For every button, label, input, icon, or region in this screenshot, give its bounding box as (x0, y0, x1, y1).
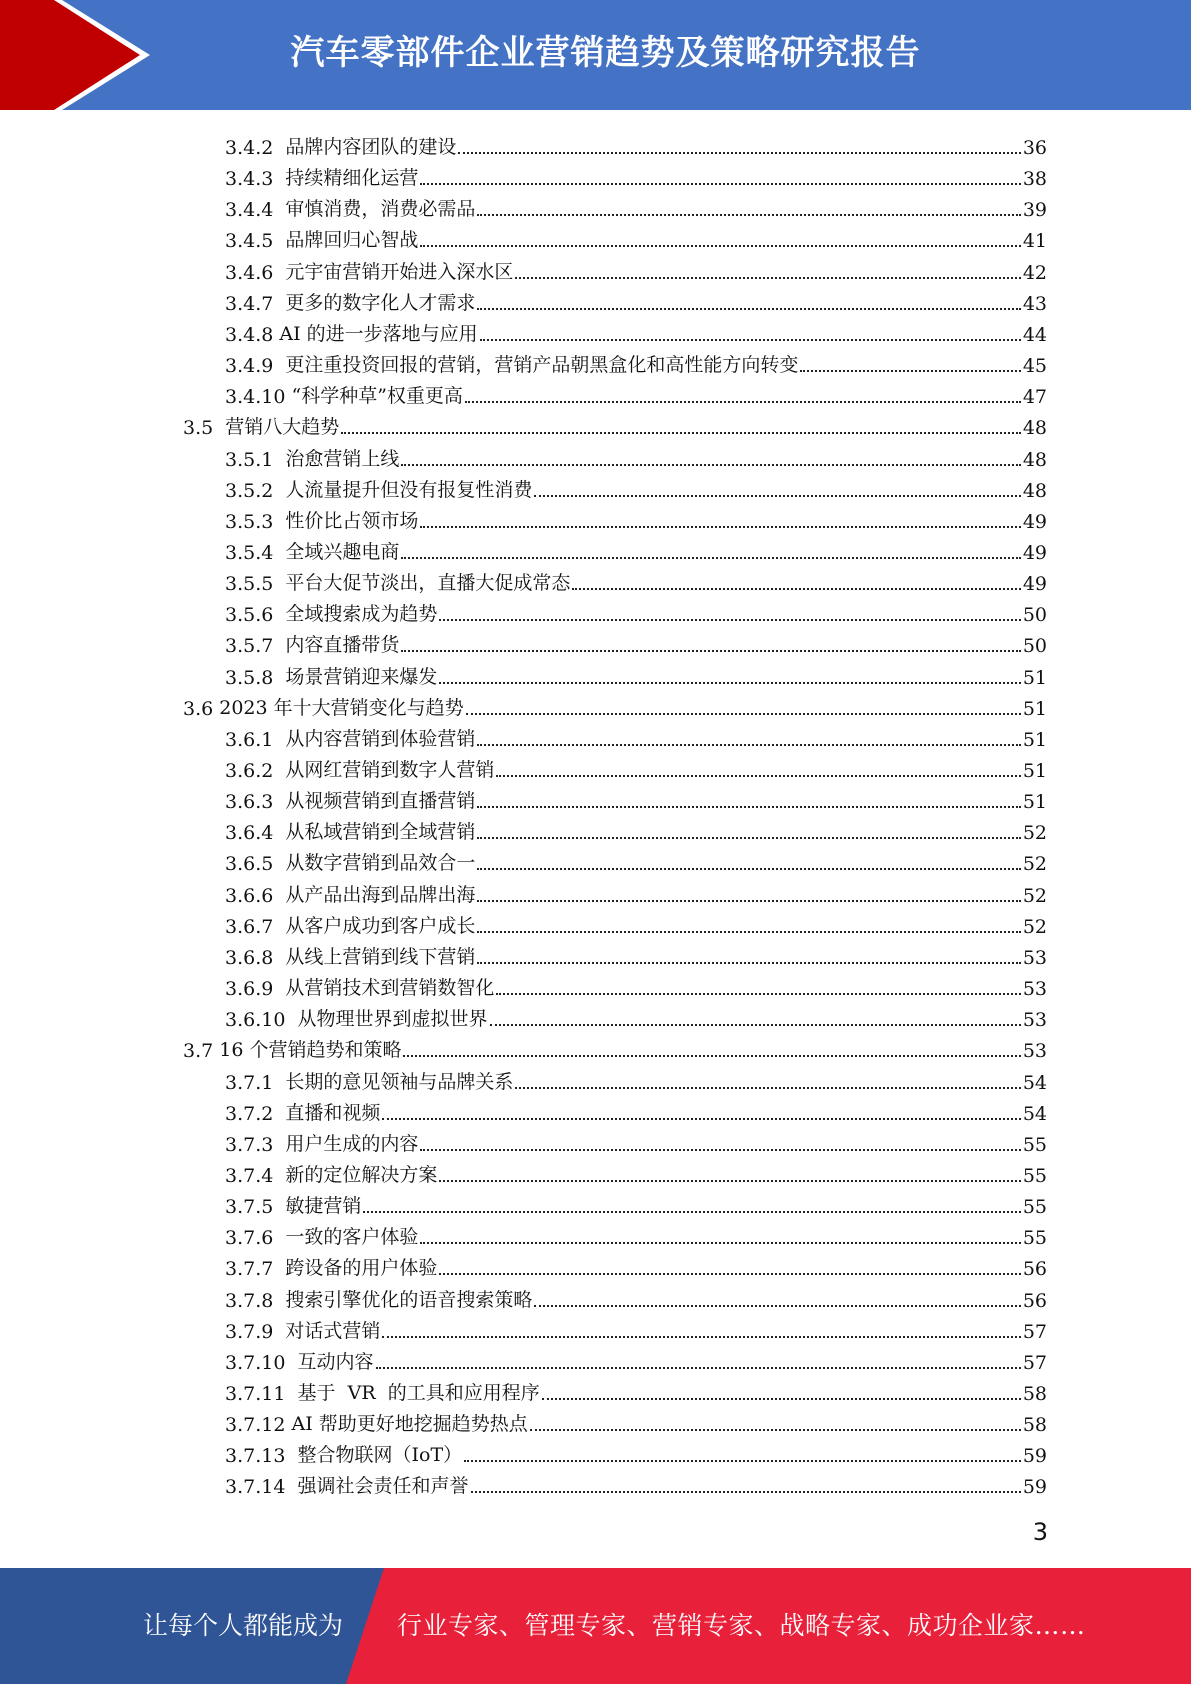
toc-entry[interactable] (225, 533, 1047, 564)
toc-entry[interactable] (225, 1000, 1047, 1031)
toc-entry-label: 全域兴趣电商 (279, 541, 400, 563)
toc-entry-label: 人流量提升但没有报复性消费 (279, 479, 533, 501)
toc-entry-page: 57 (1022, 1352, 1047, 1374)
toc-dot-leader (572, 588, 1020, 590)
toc-dot-leader (477, 308, 1020, 310)
toc-entry[interactable] (225, 658, 1047, 689)
toc-entry-label: 跨设备的用户体验 (279, 1257, 438, 1279)
toc-entry-page: 54 (1022, 1072, 1047, 1094)
toc-entry-page: 50 (1022, 635, 1047, 657)
toc-entry-number: 3.7.3 (225, 1134, 280, 1156)
toc-dot-leader (420, 245, 1020, 247)
toc-dot-leader (534, 1305, 1020, 1307)
toc-entry-page: 53 (1022, 947, 1047, 969)
toc-dot-leader (534, 495, 1020, 497)
toc-entry-label: 持续精细化运营 (279, 167, 419, 189)
toc-entry[interactable] (225, 876, 1047, 907)
toc-dot-leader (496, 993, 1020, 995)
toc-entry-label: 敏捷营销 (279, 1195, 362, 1217)
toc-dot-leader (464, 1460, 1021, 1462)
toc-entry-page: 59 (1022, 1476, 1047, 1498)
toc-entry-label: 从营销技术到营销数智化 (279, 977, 495, 999)
toc-entry-label: AI 帮助更好地挖掘趋势热点 (285, 1413, 528, 1435)
toc-entry-number: 3.6.1 (225, 729, 280, 751)
toc-entry[interactable] (225, 1187, 1047, 1218)
toc-entry-page: 55 (1022, 1165, 1047, 1187)
toc-entry-number: 3.5.2 (225, 480, 280, 502)
toc-dot-leader (401, 557, 1020, 559)
toc-entry[interactable] (183, 1031, 1047, 1062)
toc-entry-number: 3.7.5 (225, 1196, 280, 1218)
report-header (0, 0, 1191, 110)
toc-entry-number: 3.7.12 (225, 1414, 286, 1436)
toc-entry-page: 43 (1022, 293, 1047, 315)
toc-entry-number: 3.5.3 (225, 511, 280, 533)
toc-entry[interactable] (225, 1436, 1047, 1467)
toc-entry[interactable] (225, 377, 1047, 408)
toc-entry-label: 2023 年十大营销变化与趋势 (213, 697, 464, 719)
toc-entry-number: 3.4.8 (225, 324, 274, 346)
toc-entry-number: 3.4.7 (225, 293, 280, 315)
toc-entry-page: 58 (1022, 1414, 1047, 1436)
toc-entry-page: 51 (1022, 760, 1047, 782)
toc-dot-leader (458, 152, 1020, 154)
toc-entry-page: 57 (1022, 1321, 1047, 1343)
toc-entry-number: 3.6.9 (225, 978, 280, 1000)
toc-entry[interactable] (225, 159, 1047, 190)
toc-entry-label: 新的定位解决方案 (279, 1164, 438, 1186)
toc-entry-number: 3.4.10 (225, 386, 286, 408)
toc-entry-page: 48 (1022, 480, 1047, 502)
report-footer (0, 1568, 1191, 1684)
toc-dot-leader (439, 1180, 1020, 1182)
toc-entry-page: 48 (1022, 449, 1047, 471)
toc-entry-label: 从视频营销到直播营销 (279, 790, 476, 812)
toc-dot-leader (477, 837, 1020, 839)
toc-entry-number: 3.6.4 (225, 822, 280, 844)
toc-entry[interactable] (225, 938, 1047, 969)
toc-dot-leader (420, 526, 1020, 528)
toc-entry-label: 基于 VR 的工具和应用程序 (291, 1382, 540, 1404)
toc-entry-number: 3.4.9 (225, 355, 280, 377)
toc-entry[interactable] (225, 1063, 1047, 1094)
footer-tagline: 行业专家、管理专家、营销专家、战略专家、成功企业家…… (397, 1611, 1086, 1640)
toc-entry[interactable] (225, 1218, 1047, 1249)
toc-entry-page: 56 (1022, 1290, 1047, 1312)
toc-entry-number: 3.4.6 (225, 262, 280, 284)
toc-entry-label: 16 个营销趋势和策略 (213, 1039, 402, 1061)
toc-entry[interactable] (225, 1343, 1047, 1374)
toc-entry-number: 3.5 (183, 417, 220, 439)
toc-dot-leader (477, 868, 1020, 870)
toc-entry-number: 3.7.2 (225, 1103, 280, 1125)
toc-entry-number: 3.6.7 (225, 916, 280, 938)
toc-entry[interactable] (225, 221, 1047, 252)
toc-entry[interactable] (225, 1094, 1047, 1125)
toc-entry-label: 直播和视频 (279, 1102, 381, 1124)
toc-entry-number: 3.6 (183, 698, 214, 720)
toc-entry-label: 从网红营销到数字人营销 (279, 759, 495, 781)
toc-entry-label: 强调社会责任和声誉 (291, 1475, 469, 1497)
toc-entry-page: 49 (1022, 573, 1047, 595)
toc-entry[interactable] (225, 1249, 1047, 1280)
toc-dot-leader (382, 1336, 1020, 1338)
toc-entry-label: 从数字营销到品效合一 (279, 852, 476, 874)
toc-entry-number: 3.7.13 (225, 1445, 292, 1467)
toc-entry-number: 3.7 (183, 1040, 214, 1062)
toc-entry-label: 更注重投资回报的营销，营销产品朝黑盒化和高性能方向转变 (279, 354, 799, 376)
toc-entry[interactable] (225, 564, 1047, 595)
toc-entry[interactable] (225, 315, 1047, 346)
toc-entry-label: 搜索引擎优化的语音搜索策略 (279, 1289, 533, 1311)
toc-dot-leader (466, 713, 1021, 715)
toc-entry[interactable] (183, 408, 1047, 439)
toc-entry[interactable] (225, 284, 1047, 315)
toc-entry-number: 3.4.5 (225, 230, 280, 252)
toc-entry-page: 53 (1022, 1040, 1047, 1062)
toc-dot-leader (480, 339, 1021, 341)
toc-dot-leader (515, 277, 1020, 279)
toc-entry[interactable] (225, 128, 1047, 159)
toc-entry-label: 场景营销迎来爆发 (279, 666, 438, 688)
toc-entry[interactable] (225, 1374, 1047, 1405)
toc-entry-number: 3.4.4 (225, 199, 280, 221)
toc-dot-leader (471, 1491, 1021, 1493)
toc-dot-leader (477, 214, 1020, 216)
toc-entry-number: 3.5.8 (225, 667, 280, 689)
toc-dot-leader (420, 183, 1020, 185)
toc-entry-page: 59 (1022, 1445, 1047, 1467)
toc-entry-number: 3.7.8 (225, 1290, 280, 1312)
toc-entry-label: 营销八大趋势 (219, 416, 340, 438)
toc-entry-number: 3.7.1 (225, 1072, 280, 1094)
toc-entry-page: 44 (1022, 324, 1047, 346)
toc-entry-label: 审慎消费，消费必需品 (279, 198, 476, 220)
toc-entry-number: 3.5.5 (225, 573, 280, 595)
toc-entry-page: 38 (1022, 168, 1047, 190)
toc-entry-page: 39 (1022, 199, 1047, 221)
toc-entry-label: 从客户成功到客户成长 (279, 915, 476, 937)
toc-entry-number: 3.5.7 (225, 635, 280, 657)
toc-entry-page: 41 (1022, 230, 1047, 252)
toc-entry-page: 51 (1022, 698, 1047, 720)
toc-entry-page: 55 (1022, 1227, 1047, 1249)
toc-dot-leader (401, 464, 1020, 466)
toc-entry-label: 长期的意见领袖与品牌关系 (279, 1071, 514, 1093)
toc-entry-label: 整合物联网（IoT） (291, 1444, 463, 1466)
toc-dot-leader (496, 775, 1020, 777)
toc-entry[interactable] (225, 844, 1047, 875)
toc-entry-label: 全域搜索成为趋势 (279, 603, 438, 625)
toc-entry-page: 45 (1022, 355, 1047, 377)
toc-entry-page: 56 (1022, 1258, 1047, 1280)
toc-entry-label: 品牌内容团队的建设 (279, 136, 457, 158)
toc-entry-number: 3.6.10 (225, 1009, 292, 1031)
toc-entry[interactable] (183, 689, 1047, 720)
toc-entry-label: 元宇宙营销开始进入深水区 (279, 261, 514, 283)
toc-entry-label: 互动内容 (291, 1351, 374, 1373)
toc-entry-label: 一致的客户体验 (279, 1226, 419, 1248)
toc-dot-leader (420, 1149, 1020, 1151)
toc-entry-page: 52 (1022, 853, 1047, 875)
toc-entry-number: 3.5.4 (225, 542, 280, 564)
toc-entry-number: 3.7.7 (225, 1258, 280, 1280)
toc-entry-number: 3.6.5 (225, 853, 280, 875)
toc-entry[interactable] (225, 1125, 1047, 1156)
toc-dot-leader (542, 1398, 1021, 1400)
toc-dot-leader (382, 1118, 1020, 1120)
toc-dot-leader (363, 1211, 1020, 1213)
toc-entry-label: 内容直播带货 (279, 634, 400, 656)
report-title: 汽车零部件企业营销趋势及策略研究报告 (290, 33, 921, 73)
toc-entry[interactable] (225, 626, 1047, 657)
toc-dot-leader (439, 619, 1020, 621)
toc-entry[interactable] (225, 1405, 1047, 1436)
toc-entry-page: 52 (1022, 822, 1047, 844)
toc-dot-leader (800, 370, 1020, 372)
toc-entry-page: 48 (1022, 417, 1047, 439)
toc-entry-number: 3.6.3 (225, 791, 280, 813)
toc-entry-page: 50 (1022, 604, 1047, 626)
toc-entry-number: 3.5.6 (225, 604, 280, 626)
toc-entry[interactable] (225, 751, 1047, 782)
toc-entry-number: 3.7.6 (225, 1227, 280, 1249)
toc-entry-label: 平台大促节淡出，直播大促成常态 (279, 572, 571, 594)
page-number: 3 (1032, 1518, 1048, 1546)
toc-dot-leader (439, 682, 1020, 684)
toc-dot-leader (439, 1273, 1020, 1275)
toc-dot-leader (341, 432, 1021, 434)
toc-dot-leader (477, 806, 1020, 808)
toc-entry-label: 用户生成的内容 (279, 1133, 419, 1155)
toc-entry-label: AI 的进一步落地与应用 (273, 323, 478, 345)
toc-entry[interactable] (225, 471, 1047, 502)
toc-entry-number: 3.6.8 (225, 947, 280, 969)
toc-dot-leader (490, 1024, 1021, 1026)
toc-dot-leader (376, 1367, 1021, 1369)
toc-entry-page: 49 (1022, 542, 1047, 564)
toc-entry-page: 55 (1022, 1196, 1047, 1218)
toc-dot-leader (401, 650, 1020, 652)
toc-entry-number: 3.7.9 (225, 1321, 280, 1343)
toc-entry-page: 51 (1022, 667, 1047, 689)
toc-entry[interactable] (225, 346, 1047, 377)
toc-entry[interactable] (225, 969, 1047, 1000)
toc-entry-number: 3.6.6 (225, 885, 280, 907)
toc-entry-page: 42 (1022, 262, 1047, 284)
toc-entry-label: 从线上营销到线下营销 (279, 946, 476, 968)
toc-entry[interactable] (225, 1281, 1047, 1312)
toc-entry[interactable] (225, 502, 1047, 533)
toc-entry-label: 从内容营销到体验营销 (279, 728, 476, 750)
toc-entry-label: “科学种草”权重更高 (285, 385, 463, 407)
toc-entry-page: 53 (1022, 978, 1047, 1000)
toc-dot-leader (477, 931, 1020, 933)
toc-entry-label: 品牌回归心智战 (279, 229, 419, 251)
toc-dot-leader (477, 744, 1020, 746)
toc-entry-page: 54 (1022, 1103, 1047, 1125)
toc-entry-page: 58 (1022, 1383, 1047, 1405)
toc-entry-number: 3.6.2 (225, 760, 280, 782)
toc-entry[interactable] (225, 595, 1047, 626)
toc-entry[interactable] (225, 813, 1047, 844)
toc-entry-number: 3.7.10 (225, 1352, 292, 1374)
toc-entry-page: 52 (1022, 885, 1047, 907)
toc-entry-number: 3.7.11 (225, 1383, 292, 1405)
footer-slogan: 让每个人都能成为 (143, 1611, 344, 1640)
toc-entry-label: 性价比占领市场 (279, 510, 419, 532)
toc-entry-number: 3.4.2 (225, 137, 280, 159)
toc-dot-leader (477, 962, 1020, 964)
toc-entry-page: 53 (1022, 1009, 1047, 1031)
toc-dot-leader (465, 401, 1021, 403)
toc-dot-leader (515, 1087, 1020, 1089)
toc-dot-leader (420, 1242, 1020, 1244)
toc-dot-leader (530, 1429, 1021, 1431)
toc-dot-leader (403, 1055, 1020, 1057)
toc-entry[interactable] (225, 782, 1047, 813)
toc-entry-page: 47 (1022, 386, 1047, 408)
toc-entry[interactable] (225, 440, 1047, 471)
toc-entry[interactable] (225, 1156, 1047, 1187)
toc-entry-page: 52 (1022, 916, 1047, 938)
toc-entry-page: 51 (1022, 791, 1047, 813)
toc-entry[interactable] (225, 190, 1047, 221)
toc-entry[interactable] (225, 1312, 1047, 1343)
toc-entry[interactable] (225, 907, 1047, 938)
toc-dot-leader (477, 900, 1020, 902)
toc-entry[interactable] (225, 720, 1047, 751)
toc-entry-label: 治愈营销上线 (279, 448, 400, 470)
toc-entry-number: 3.5.1 (225, 449, 280, 471)
toc-entry-label: 更多的数字化人才需求 (279, 292, 476, 314)
toc-entry-page: 55 (1022, 1134, 1047, 1156)
toc-entry-number: 3.4.3 (225, 168, 280, 190)
toc-entry-label: 从私域营销到全域营销 (279, 821, 476, 843)
toc-entry[interactable] (225, 253, 1047, 284)
toc-entry-page: 51 (1022, 729, 1047, 751)
toc-entry-label: 对话式营销 (279, 1320, 381, 1342)
toc-entry-number: 3.7.14 (225, 1476, 292, 1498)
toc-entry-page: 36 (1022, 137, 1047, 159)
toc-entry-label: 从产品出海到品牌出海 (279, 884, 476, 906)
toc-entry-label: 从物理世界到虚拟世界 (291, 1008, 488, 1030)
toc-entry-number: 3.7.4 (225, 1165, 280, 1187)
toc-entry-page: 49 (1022, 511, 1047, 533)
toc-entry[interactable] (225, 1467, 1047, 1498)
